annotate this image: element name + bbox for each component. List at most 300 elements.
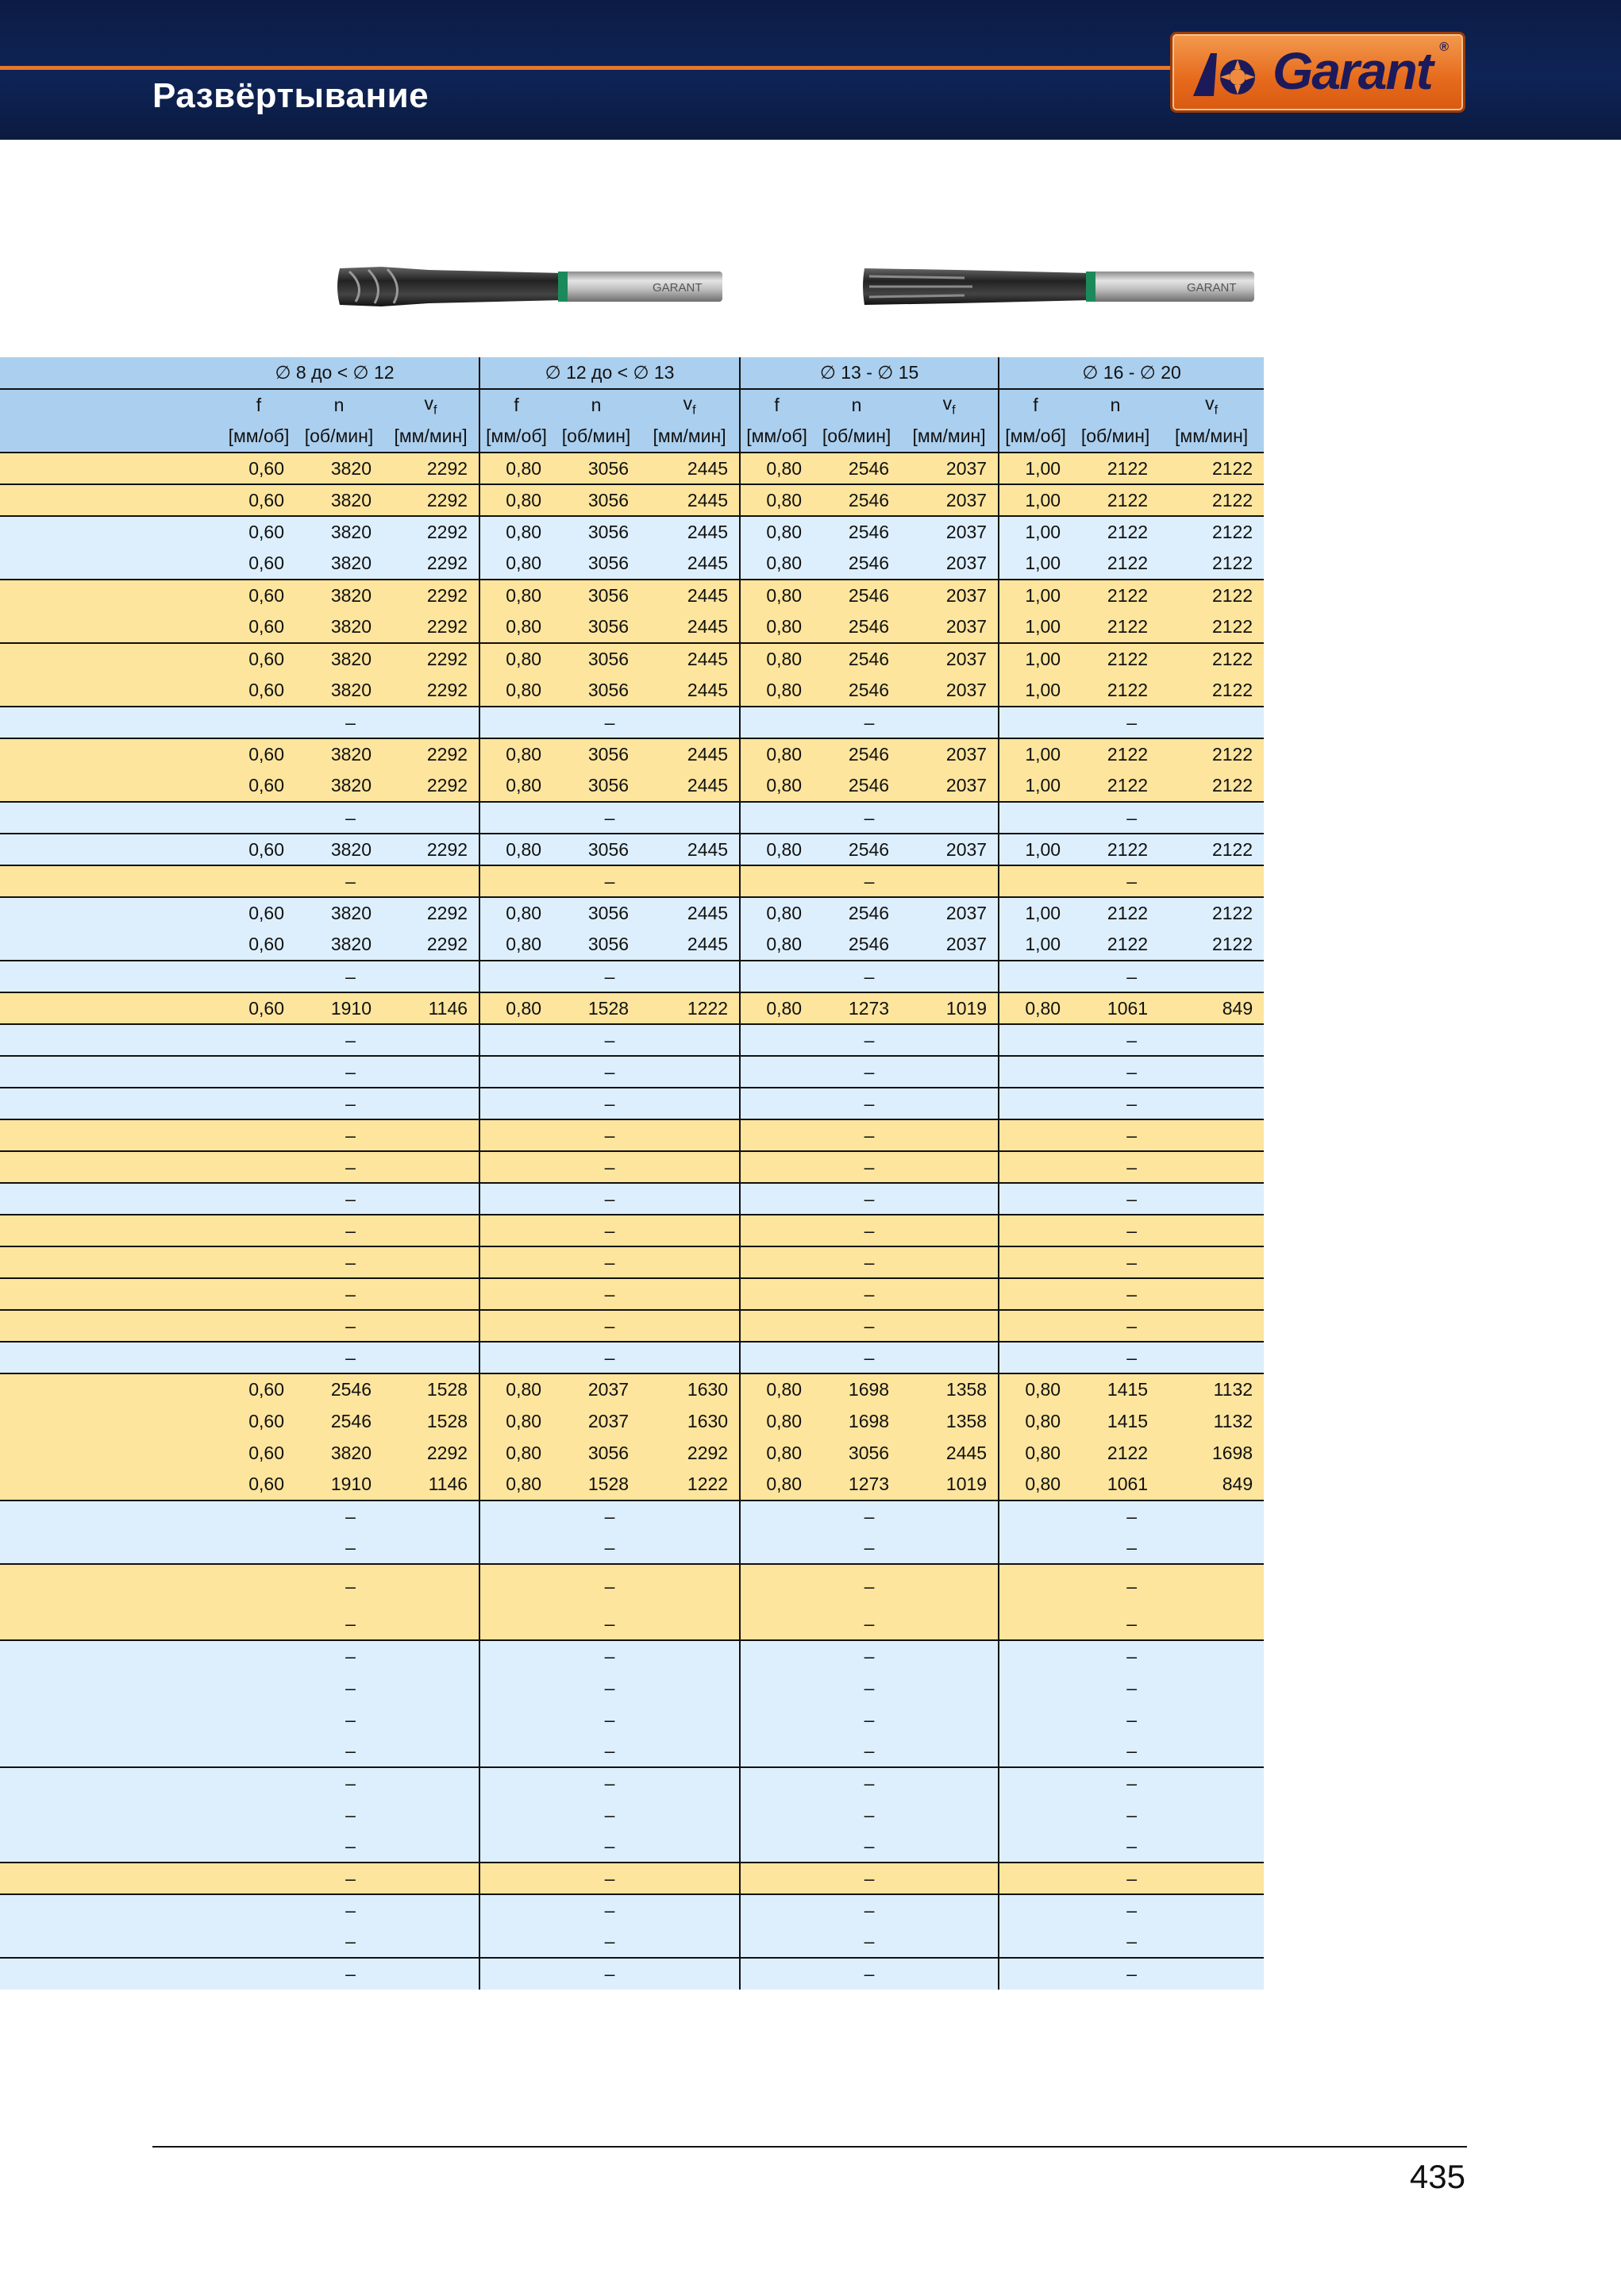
feedrate-cell: 2445 xyxy=(640,897,740,929)
unit-feedrate: [мм/мин] xyxy=(640,421,740,453)
feedrate-cell: 2292 xyxy=(383,897,479,929)
empty-dash-cell: – xyxy=(222,1863,479,1894)
speed-cell: 2122 xyxy=(1072,897,1159,929)
row-label-cell xyxy=(0,992,222,1024)
empty-dash-cell: – xyxy=(740,1608,999,1640)
feed-cell: 0,80 xyxy=(479,1469,553,1500)
empty-dash-cell: – xyxy=(740,1704,999,1735)
empty-dash-cell: – xyxy=(740,1672,999,1704)
speed-cell: 3056 xyxy=(553,484,640,516)
feed-cell: 0,80 xyxy=(740,1405,813,1437)
table-row xyxy=(0,675,1264,707)
empty-dash-cell: – xyxy=(479,1735,740,1767)
empty-dash-cell: – xyxy=(999,1894,1264,1926)
feedrate-cell: 2037 xyxy=(900,675,999,707)
feedrate-cell: 1132 xyxy=(1159,1405,1264,1437)
speed-cell: 2122 xyxy=(1072,643,1159,675)
empty-dash-cell: – xyxy=(740,1735,999,1767)
feed-cell: 0,80 xyxy=(479,1405,553,1437)
empty-dash-cell: – xyxy=(222,1500,479,1532)
feedrate-cell: 2292 xyxy=(383,611,479,643)
row-label-cell xyxy=(0,1500,222,1532)
empty-dash-cell: – xyxy=(222,1342,479,1373)
speed-cell: 2546 xyxy=(813,929,900,961)
speed-cell: 1273 xyxy=(813,992,900,1024)
unit-feedrate: [мм/мин] xyxy=(383,421,479,453)
feed-cell: 0,60 xyxy=(222,1469,295,1500)
col-f: f xyxy=(740,389,813,421)
empty-dash-cell: – xyxy=(999,865,1264,897)
table-row xyxy=(0,1767,1264,1799)
speed-cell: 2546 xyxy=(813,516,900,548)
feedrate-cell: 2122 xyxy=(1159,453,1264,484)
row-label-cell xyxy=(0,738,222,770)
row-label-cell xyxy=(0,961,222,992)
speed-cell: 2546 xyxy=(813,548,900,580)
feedrate-cell: 2037 xyxy=(900,770,999,802)
parameter-symbol-row xyxy=(0,389,1264,421)
feed-cell: 0,80 xyxy=(999,1373,1072,1405)
feedrate-cell: 1222 xyxy=(640,1469,740,1500)
feedrate-cell: 2037 xyxy=(900,611,999,643)
row-label-cell xyxy=(0,1640,222,1672)
row-label-cell xyxy=(0,1831,222,1863)
speed-cell: 3820 xyxy=(295,1437,383,1469)
empty-dash-cell: – xyxy=(999,1704,1264,1735)
feedrate-cell: 2445 xyxy=(640,929,740,961)
speed-cell: 2122 xyxy=(1072,929,1159,961)
empty-dash-cell: – xyxy=(999,802,1264,834)
feedrate-cell: 1222 xyxy=(640,992,740,1024)
empty-dash-cell: – xyxy=(479,1246,740,1278)
feed-cell: 0,80 xyxy=(740,580,813,611)
feed-cell: 0,80 xyxy=(740,453,813,484)
feedrate-cell: 1019 xyxy=(900,1469,999,1500)
speed-cell: 1061 xyxy=(1072,1469,1159,1500)
feedrate-cell: 2292 xyxy=(383,675,479,707)
row-label-cell xyxy=(0,1405,222,1437)
row-label-cell xyxy=(0,1532,222,1564)
feedrate-cell: 2292 xyxy=(383,738,479,770)
col-vf: $v_f$ xyxy=(640,389,740,421)
col-n: n xyxy=(553,389,640,421)
table-row xyxy=(0,1564,1264,1608)
speed-cell: 1061 xyxy=(1072,992,1159,1024)
table-row xyxy=(0,1088,1264,1119)
empty-dash-cell: – xyxy=(740,1119,999,1151)
feed-cell: 0,80 xyxy=(999,1437,1072,1469)
feed-cell: 0,80 xyxy=(740,1437,813,1469)
empty-dash-cell: – xyxy=(999,1246,1264,1278)
row-label-cell xyxy=(0,1310,222,1342)
table-row xyxy=(0,1437,1264,1469)
feedrate-cell: 2037 xyxy=(900,580,999,611)
table-row xyxy=(0,770,1264,802)
table-row xyxy=(0,1831,1264,1863)
speed-cell: 3820 xyxy=(295,516,383,548)
feed-cell: 0,80 xyxy=(999,1469,1072,1500)
empty-dash-cell: – xyxy=(999,1767,1264,1799)
row-label-cell xyxy=(0,1342,222,1373)
feed-cell: 0,80 xyxy=(740,770,813,802)
speed-cell: 3820 xyxy=(295,580,383,611)
empty-dash-cell: – xyxy=(479,1088,740,1119)
empty-dash-cell: – xyxy=(999,961,1264,992)
table-row xyxy=(0,707,1264,738)
empty-dash-cell: – xyxy=(222,1278,479,1310)
group-header: ∅ 8 до < ∅ 12 xyxy=(0,357,479,389)
col-n: n xyxy=(813,389,900,421)
empty-dash-cell: – xyxy=(222,1246,479,1278)
table-row xyxy=(0,1532,1264,1564)
empty-dash-cell: – xyxy=(222,1767,479,1799)
table-row xyxy=(0,611,1264,643)
feed-cell: 0,80 xyxy=(740,1469,813,1500)
feed-cell: 0,60 xyxy=(222,1373,295,1405)
empty-dash-cell: – xyxy=(740,1278,999,1310)
speed-cell: 3056 xyxy=(553,1437,640,1469)
feed-cell: 0,60 xyxy=(222,992,295,1024)
speed-cell: 3820 xyxy=(295,834,383,865)
feedrate-cell: 2292 xyxy=(640,1437,740,1469)
speed-cell: 2546 xyxy=(813,611,900,643)
feedrate-cell: 2122 xyxy=(1159,643,1264,675)
feed-cell: 0,60 xyxy=(222,643,295,675)
garant-logo-text: Garant xyxy=(1273,41,1432,100)
tool-brand-label: GARANT xyxy=(653,281,703,295)
feed-cell: 0,80 xyxy=(479,675,553,707)
feed-cell: 0,80 xyxy=(479,929,553,961)
feedrate-cell: 1528 xyxy=(383,1373,479,1405)
speed-cell: 3056 xyxy=(553,929,640,961)
row-label-cell xyxy=(0,1437,222,1469)
empty-dash-cell: – xyxy=(999,707,1264,738)
speed-cell: 1698 xyxy=(813,1405,900,1437)
unit-speed: [об/мин] xyxy=(813,421,900,453)
feed-cell: 1,00 xyxy=(999,738,1072,770)
empty-dash-cell: – xyxy=(999,1119,1264,1151)
feedrate-cell: 2445 xyxy=(640,770,740,802)
speed-cell: 3056 xyxy=(553,580,640,611)
speed-cell: 3820 xyxy=(295,675,383,707)
col-vf: $v_f$ xyxy=(1159,389,1264,421)
empty-dash-cell: – xyxy=(222,961,479,992)
speed-cell: 3056 xyxy=(553,643,640,675)
empty-dash-cell: – xyxy=(222,1799,479,1831)
tool-brand-label: GARANT xyxy=(1187,281,1237,295)
col-vf: $v_f$ xyxy=(383,389,479,421)
feed-cell: 0,80 xyxy=(740,897,813,929)
empty-dash-cell: – xyxy=(999,1215,1264,1246)
empty-dash-cell: – xyxy=(222,1735,479,1767)
empty-dash-cell: – xyxy=(740,1183,999,1215)
table-row xyxy=(0,516,1264,548)
feedrate-cell: 2445 xyxy=(640,643,740,675)
table-row xyxy=(0,1119,1264,1151)
speed-cell: 3820 xyxy=(295,453,383,484)
table-row xyxy=(0,1246,1264,1278)
empty-dash-cell: – xyxy=(479,1056,740,1088)
empty-dash-cell: – xyxy=(999,1958,1264,1990)
speed-cell: 3820 xyxy=(295,548,383,580)
table-row xyxy=(0,1056,1264,1088)
empty-dash-cell: – xyxy=(999,1926,1264,1958)
empty-dash-cell: – xyxy=(740,1310,999,1342)
feedrate-cell: 2292 xyxy=(383,834,479,865)
row-label-cell xyxy=(0,929,222,961)
feed-cell: 0,80 xyxy=(479,453,553,484)
empty-dash-cell: – xyxy=(999,1863,1264,1894)
row-label-cell xyxy=(0,1246,222,1278)
empty-dash-cell: – xyxy=(222,1088,479,1119)
row-label-cell xyxy=(0,1056,222,1088)
feed-cell: 0,60 xyxy=(222,580,295,611)
feed-cell: 1,00 xyxy=(999,548,1072,580)
empty-dash-cell: – xyxy=(999,1640,1264,1672)
empty-dash-cell: – xyxy=(999,1151,1264,1183)
empty-dash-cell: – xyxy=(999,1564,1264,1608)
empty-dash-cell: – xyxy=(222,865,479,897)
feed-cell: 0,80 xyxy=(479,516,553,548)
feed-cell: 0,60 xyxy=(222,453,295,484)
table-row xyxy=(0,1342,1264,1373)
feed-cell: 0,80 xyxy=(740,484,813,516)
feed-cell: 0,60 xyxy=(222,1437,295,1469)
speed-cell: 2122 xyxy=(1072,548,1159,580)
row-label-cell xyxy=(0,516,222,548)
feed-cell: 1,00 xyxy=(999,897,1072,929)
row-label-cell xyxy=(0,1024,222,1056)
empty-dash-cell: – xyxy=(999,1024,1264,1056)
table-body xyxy=(0,453,1264,1990)
page-number: 435 xyxy=(1409,2158,1465,2195)
empty-dash-cell: – xyxy=(999,1672,1264,1704)
reamer-spiral-flute-image xyxy=(333,262,734,311)
row-label-cell xyxy=(0,1469,222,1500)
feedrate-cell: 2037 xyxy=(900,643,999,675)
empty-dash-cell: – xyxy=(740,707,999,738)
speed-cell: 3820 xyxy=(295,897,383,929)
feedrate-cell: 2445 xyxy=(640,611,740,643)
empty-dash-cell: – xyxy=(999,1310,1264,1342)
empty-dash-cell: – xyxy=(222,1215,479,1246)
table-row xyxy=(0,453,1264,484)
empty-dash-cell: – xyxy=(999,1735,1264,1767)
table-row xyxy=(0,1926,1264,1958)
feed-cell: 0,80 xyxy=(740,548,813,580)
empty-dash-cell: – xyxy=(479,1926,740,1958)
empty-dash-cell: – xyxy=(222,1024,479,1056)
table-row xyxy=(0,1608,1264,1640)
feedrate-cell: 2122 xyxy=(1159,897,1264,929)
registered-mark: ® xyxy=(1439,40,1449,54)
row-label-cell xyxy=(0,1958,222,1990)
table-row xyxy=(0,1500,1264,1532)
feed-cell: 0,80 xyxy=(479,1373,553,1405)
garant-logo-icon xyxy=(1190,48,1269,101)
empty-dash-cell: – xyxy=(479,1278,740,1310)
empty-dash-cell: – xyxy=(222,1926,479,1958)
speed-cell: 1415 xyxy=(1072,1373,1159,1405)
feed-cell: 0,60 xyxy=(222,611,295,643)
feedrate-cell: 1146 xyxy=(383,1469,479,1500)
feed-cell: 0,60 xyxy=(222,484,295,516)
empty-dash-cell: – xyxy=(479,1024,740,1056)
speed-cell: 1910 xyxy=(295,992,383,1024)
row-label-cell xyxy=(0,1278,222,1310)
speed-cell: 1698 xyxy=(813,1373,900,1405)
col-n: n xyxy=(295,389,383,421)
empty-dash-cell: – xyxy=(999,1500,1264,1532)
empty-dash-cell: – xyxy=(479,1310,740,1342)
row-label-cell xyxy=(0,1926,222,1958)
speed-cell: 2037 xyxy=(553,1405,640,1437)
empty-dash-cell: – xyxy=(479,802,740,834)
empty-dash-cell: – xyxy=(222,1151,479,1183)
table-row xyxy=(0,929,1264,961)
feed-cell: 0,80 xyxy=(740,929,813,961)
empty-dash-cell: – xyxy=(479,961,740,992)
empty-dash-cell: – xyxy=(479,1564,740,1608)
empty-dash-cell: – xyxy=(479,1608,740,1640)
reamer-straight-flute-image xyxy=(861,262,1266,311)
feed-cell: 0,80 xyxy=(999,1405,1072,1437)
feedrate-cell: 2037 xyxy=(900,929,999,961)
speed-cell: 2546 xyxy=(813,643,900,675)
empty-dash-cell: – xyxy=(479,1119,740,1151)
feedrate-cell: 2122 xyxy=(1159,834,1264,865)
empty-dash-cell: – xyxy=(222,1056,479,1088)
speed-cell: 3820 xyxy=(295,611,383,643)
row-label-cell xyxy=(0,1735,222,1767)
feedrate-cell: 2122 xyxy=(1159,675,1264,707)
table-row xyxy=(0,1373,1264,1405)
feed-cell: 0,80 xyxy=(479,770,553,802)
row-label-cell xyxy=(0,1564,222,1608)
speed-cell: 2122 xyxy=(1072,770,1159,802)
empty-dash-cell: – xyxy=(740,1958,999,1990)
empty-dash-cell: – xyxy=(222,1608,479,1640)
empty-dash-cell: – xyxy=(740,1151,999,1183)
feed-cell: 0,80 xyxy=(479,580,553,611)
feedrate-cell: 1358 xyxy=(900,1405,999,1437)
feed-cell: 0,60 xyxy=(222,929,295,961)
row-label-cell xyxy=(0,1894,222,1926)
empty-dash-cell: – xyxy=(479,1640,740,1672)
speed-cell: 2122 xyxy=(1072,834,1159,865)
feed-cell: 1,00 xyxy=(999,580,1072,611)
page-title: Развёртывание xyxy=(152,76,429,115)
garant-logo xyxy=(1170,32,1465,113)
feed-cell: 0,80 xyxy=(479,992,553,1024)
empty-dash-cell: – xyxy=(222,1831,479,1863)
feedrate-cell: 2122 xyxy=(1159,516,1264,548)
table-row xyxy=(0,1735,1264,1767)
feed-cell: 0,80 xyxy=(479,738,553,770)
col-vf: $v_f$ xyxy=(900,389,999,421)
empty-dash-cell: – xyxy=(222,1704,479,1735)
feed-cell: 0,60 xyxy=(222,1405,295,1437)
row-label-cell xyxy=(0,484,222,516)
empty-dash-cell: – xyxy=(740,1831,999,1863)
unit-feed: [мм/об] xyxy=(740,421,813,453)
row-label-cell xyxy=(0,643,222,675)
feed-cell: 0,60 xyxy=(222,548,295,580)
speed-cell: 2122 xyxy=(1072,484,1159,516)
empty-dash-cell: – xyxy=(999,1799,1264,1831)
empty-dash-cell: – xyxy=(479,1767,740,1799)
table-row xyxy=(0,992,1264,1024)
empty-dash-cell: – xyxy=(479,1183,740,1215)
speed-cell: 3820 xyxy=(295,929,383,961)
feed-cell: 0,60 xyxy=(222,834,295,865)
empty-dash-cell: – xyxy=(222,1532,479,1564)
table-row xyxy=(0,1704,1264,1735)
empty-dash-cell: – xyxy=(740,1926,999,1958)
speed-cell: 3056 xyxy=(813,1437,900,1469)
speed-cell: 3820 xyxy=(295,643,383,675)
feed-cell: 0,80 xyxy=(740,675,813,707)
empty-dash-cell: – xyxy=(479,1500,740,1532)
speed-cell: 3056 xyxy=(553,675,640,707)
group-header: ∅ 13 - ∅ 15 xyxy=(740,357,999,389)
empty-dash-cell: – xyxy=(740,1564,999,1608)
empty-dash-cell: – xyxy=(740,1342,999,1373)
feedrate-cell: 2445 xyxy=(640,834,740,865)
unit-speed: [об/мин] xyxy=(1072,421,1159,453)
feedrate-cell: 2445 xyxy=(640,548,740,580)
row-label-cell xyxy=(0,770,222,802)
empty-dash-cell: – xyxy=(999,1183,1264,1215)
speed-cell: 3820 xyxy=(295,738,383,770)
table-row xyxy=(0,1799,1264,1831)
table-row xyxy=(0,961,1264,992)
speed-cell: 2037 xyxy=(553,1373,640,1405)
table-row xyxy=(0,1894,1264,1926)
empty-dash-cell: – xyxy=(740,802,999,834)
feedrate-cell: 2292 xyxy=(383,580,479,611)
empty-dash-cell: – xyxy=(999,1088,1264,1119)
speed-cell: 3056 xyxy=(553,738,640,770)
unit-speed: [об/мин] xyxy=(553,421,640,453)
empty-dash-cell: – xyxy=(740,1246,999,1278)
table-row xyxy=(0,1640,1264,1672)
feed-cell: 0,80 xyxy=(740,611,813,643)
feed-cell: 0,60 xyxy=(222,770,295,802)
feed-cell: 1,00 xyxy=(999,643,1072,675)
empty-dash-cell: – xyxy=(999,1831,1264,1863)
empty-dash-cell: – xyxy=(222,802,479,834)
row-label-cell xyxy=(0,580,222,611)
table-row xyxy=(0,802,1264,834)
feedrate-cell: 1132 xyxy=(1159,1373,1264,1405)
speed-cell: 1528 xyxy=(553,1469,640,1500)
speed-cell: 2122 xyxy=(1072,580,1159,611)
speed-cell: 2122 xyxy=(1072,738,1159,770)
empty-dash-cell: – xyxy=(222,1564,479,1608)
speed-cell: 2546 xyxy=(295,1373,383,1405)
speed-cell: 3056 xyxy=(553,834,640,865)
row-label-cell xyxy=(0,707,222,738)
feedrate-cell: 1528 xyxy=(383,1405,479,1437)
footer-rule xyxy=(152,2146,1467,2148)
row-label-cell xyxy=(0,865,222,897)
speed-cell: 2546 xyxy=(813,484,900,516)
empty-dash-cell: – xyxy=(479,1958,740,1990)
speed-cell: 3056 xyxy=(553,548,640,580)
row-label-cell xyxy=(0,1767,222,1799)
feedrate-cell: 2037 xyxy=(900,738,999,770)
